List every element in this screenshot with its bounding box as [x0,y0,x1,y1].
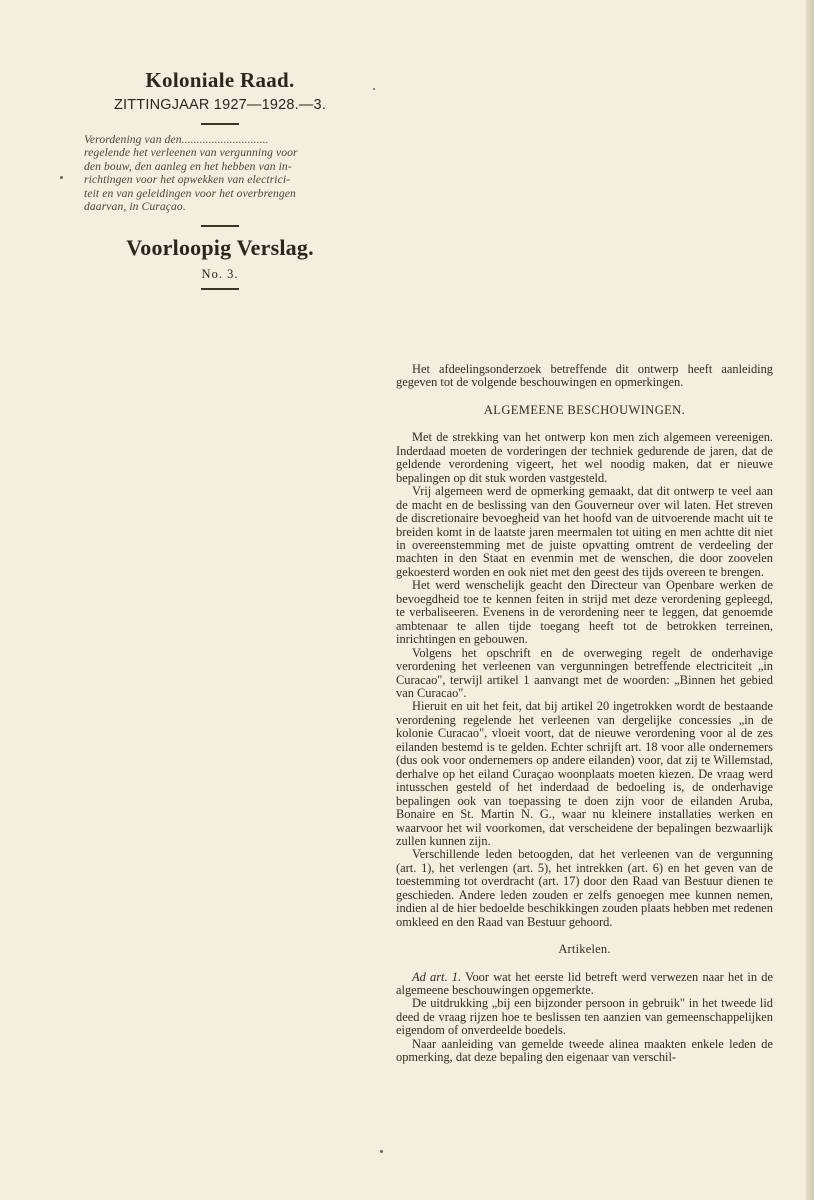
body-paragraph: Vrij algemeen werd de opmerking gemaakt, dat dit ontwerp te veel aan de macht en de beslissing van den Gouverneur over wil laten. Het streven de discretionaire bevoegheid van het hoofd van de uitvoerende macht uit te breiden komt in de laatste jaren meermalen tot uiting en men achtte dit niet in overeenstemming met de juiste opvatting omtrent de verdeeling der machten in den Staat en evenmin met de wenschen, die door zoovelen gekoesterd worden en ook niet met den geest des tijds overeen te brengen. [396,484,773,579]
intro-paragraph: Het afdeelingsonderzoek betreffende dit ontwerp heeft aanleiding gegeven tot de volgende beschouwingen en opmerkingen. [396,362,773,390]
body-paragraph: Naar aanleiding van gemelde tweede alinea maakten enkele leden de opmerking, dat deze bepaling den eigenaar van verschil- [396,1036,773,1065]
body-paragraph: Hieruit en uit het feit, dat bij artikel 20 ingetrokken wordt de bestaande verordening regelende het verleenen van dergelijke concessies „in de kolonie Curacao", vloeit voort, dat de nieuwe verordening voor al de zes eilanden bestemd is te gelden. Echter schrijft art. 18 voor alle ondernemers (dus ook voor ondernemers op andere eilanden) voor, dat zij te Willemstad, derhalve op het eiland Curaçao woonplaats moeten kiezen. De vraag werd intusschen gesteld of het inderdaad de bedoeling is, de onderhavige bepalingen ook van toepassing te doen zijn voor de eilanden Aruba, Bonaire en St. Martin N. G., waar nu kleinere installaties werken en waarvoor het wil voorkomen, dat verscheidene der bepalingen bezwaarlijk zullen kunnen zijn. [396,699,773,848]
ordinance-line: regelende het verleenen van vergunning voor [84,146,298,160]
council-title: Koloniale Raad. [145,68,295,92]
ordinance-line: teit en van geleidingen voor het overbrengen [84,186,296,200]
ordinance-line: richtingen voor het opwekken van electrici- [84,173,291,187]
body-paragraph: Het werd wenschelijk geacht den Directeur van Openbare werken de bevoegdheid toe te kennen feiten in strijd met deze verordening gepleegd, te verbaliseeren. Evenens in de verordening neer te leggen, dat genoemde ambtenaar te allen tijde toegang heeft tot de betrokken terreinen, inrichtingen en gebouwen. [396,578,773,647]
ordinance-line: daarvan, in Curaçao. [84,200,186,214]
session-year: ZITTINGJAAR 1927—1928.—3. [113,97,327,113]
body-paragraph: Verschillende leden betoogden, dat het verleenen van de vergunning (art. 1), het verlengen (art. 5), het intrekken (art. 6) en het geven van de toestemming tot overdracht (art. 17) door den Raad van Bestuur dienen te geschieden. Andere leden zouden er zelfs genoegen mee kunnen nemen, indien al de hier bedoelde beschikkingen zouden plaats hebben met redenen omkleed en den Raad van Bestuur gehoord. [396,847,773,929]
header-rule [201,123,239,125]
general-heading: ALGEMEENE BESCHOUWINGEN. [483,402,686,417]
body-paragraph: Volgens het opschrift en de overweging regelt de onderhavige verordening het verleenen van vergunningen betreffende electriciteit „in Curacao", terwijl artikel 1 aanvangt met de woorden: „Binnen het gebied van Curacao". [396,645,773,700]
body-paragraph: De uitdrukking „bij een bijzonder persoon in gebruik" in het tweede lid deed de vraag rijzen hoe te beslissen ten aanzien van gemeenschappelijken eigendom of onverdeelde boedels. [396,996,773,1038]
report-number: No. 3. [201,267,239,282]
article-paragraph [396,971,773,998]
document-header [80,68,360,298]
page-edge [806,0,814,1200]
paper-speck [380,1150,383,1153]
article-reference: Ad art. 1. [412,969,462,984]
article-text: Voor wat het eerste lid betreft werd verwezen naar het in de algemeene beschouwingen opgemerkte. [396,969,774,998]
paper-speck [373,88,375,90]
paper-speck [60,176,63,179]
number-rule [201,288,239,290]
ordinance-line: den bouw, den aanleg en het hebben van in- [84,159,292,173]
ordinance-rule [201,225,239,227]
report-body [396,363,773,1065]
articles-heading: Artikelen. [558,942,611,957]
ordinance-line: Verordening van den............................. [84,133,269,146]
body-paragraph: Met de strekking van het ontwerp kon men zich algemeen vereenigen. Inderdaad moeten de vorderingen der techniek gedurende de jaren, dat de geldende verordening vigeert, het wel noodig maken, dat er nieuwe bepalingen op dit stuk worden vastgesteld. [396,430,773,485]
ordinance-description [80,133,360,213]
report-title: Voorloopig Verslag. [126,235,314,261]
